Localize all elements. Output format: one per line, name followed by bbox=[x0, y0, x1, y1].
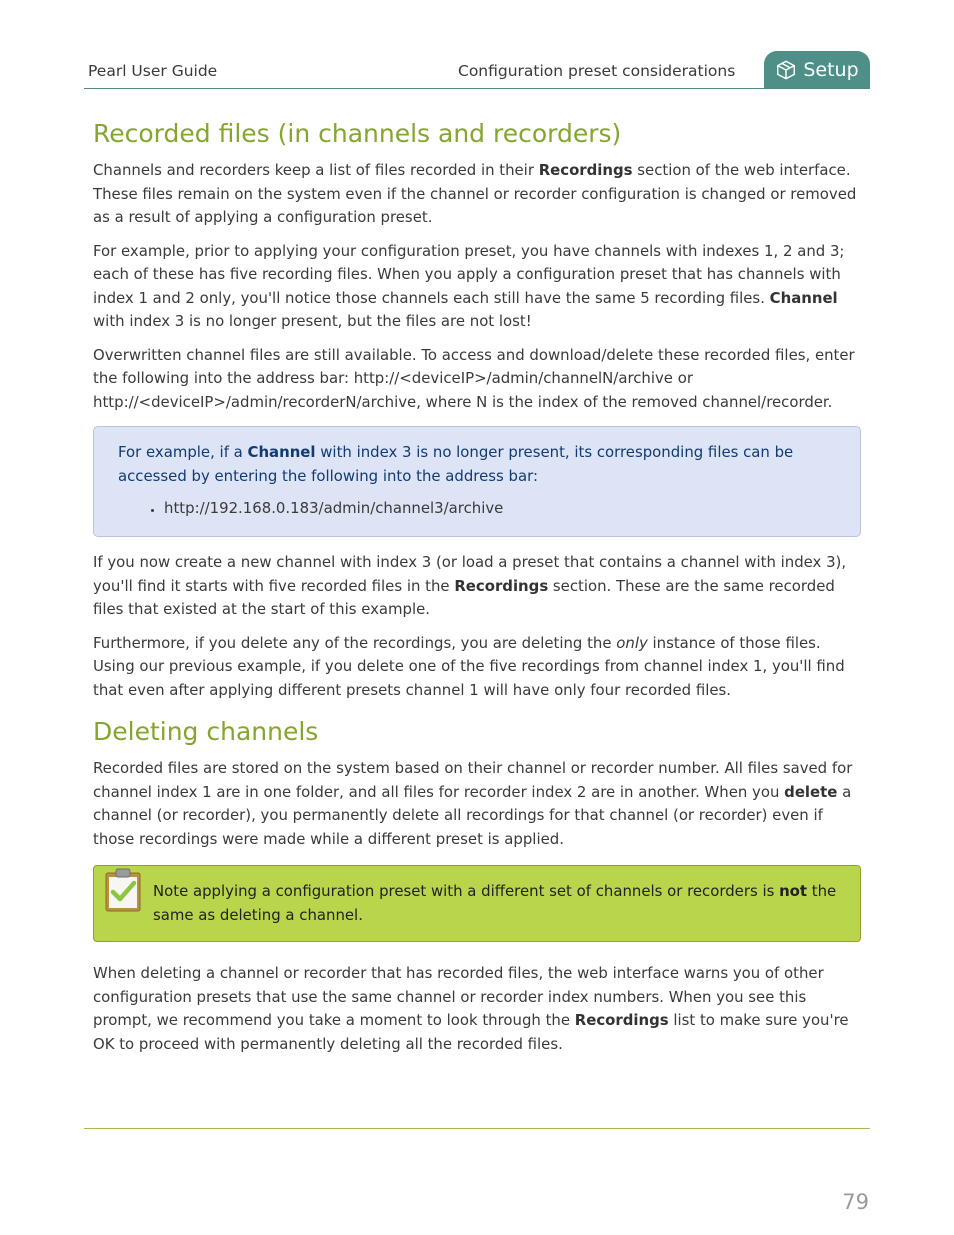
paragraph: If you now create a new channel with index 3 (or load a preset that contains a channel with index 3), you'll find it starts with five recorded files in the Recordings section. These are the same recorded files that existed at the start of this example. bbox=[93, 553, 847, 618]
page-content bbox=[93, 114, 861, 1066]
cube-icon bbox=[775, 59, 797, 81]
example-info-box bbox=[93, 426, 861, 537]
paragraph: Channels and recorders keep a list of files recorded in their Recordings section of the web interface. These files remain on the system even if the channel or recorder configuration is changed or removed as a result of applying a configuration preset. bbox=[93, 161, 857, 226]
paragraph: Furthermore, if you delete any of the recordings, you are deleting the only instance of those files. Using our previous example, if you delete one of the five recordings from channel index 1, you'll find that even after applying different presets channel 1 will have only four recorded files. bbox=[93, 633, 845, 699]
setup-tab[interactable] bbox=[764, 51, 870, 88]
deleting-channels-heading: Deleting channels bbox=[93, 717, 319, 746]
clipboard-check-icon bbox=[104, 867, 142, 913]
page-header bbox=[84, 50, 870, 89]
note-box bbox=[93, 865, 861, 942]
list-item: • http://192.168.0.183/admin/channel3/archive bbox=[164, 496, 836, 520]
section-title: Configuration preset considerations bbox=[458, 62, 736, 80]
paragraph: For example, prior to applying your configuration preset, you have channels with indexes 1, 2 and 3; each of these has five recording files. When you apply a configuration preset that has channels with index 1 and 2 only, you'll notice those channels each still have the same 5 recording files. Channel with index 3 is no longer present, but the files are not lost! bbox=[93, 241, 845, 330]
paragraph: Recorded files are stored on the system based on their channel or recorder number. All files saved for channel index 1 are in one folder, and all files for recorder index 2 are in another. When you delete a channel (or recorder), you permanently delete all recordings for that channel (or recorder) even if those recordings were made while a different preset is applied. bbox=[93, 759, 853, 848]
guide-title: Pearl User Guide bbox=[88, 62, 218, 80]
paragraph: Overwritten channel files are still available. To access and download/delete these recorded files, enter the following into the address bar: http://<deviceIP>/admin/channelN/archive or http://<deviceIP>/admin/recorderN/archive, where N is the index of the removed channel/recorder. bbox=[93, 345, 855, 411]
recorded-files-heading: Recorded files (in channels and recorders) bbox=[93, 119, 622, 148]
footer-divider bbox=[84, 1128, 870, 1129]
info-text: For example, if a Channel with index 3 is no longer present, its corresponding files can be accessed by entering the following into the address bar: bbox=[118, 443, 794, 485]
paragraph: When deleting a channel or recorder that has recorded files, the web interface warns you of other configuration presets that use the same channel or recorder index numbers. When you see this prompt, we recommend you take a moment to look through the Recordings list to make sure you're OK to proceed with permanently deleting all the recorded files. bbox=[93, 964, 849, 1053]
setup-label: Setup bbox=[803, 58, 859, 81]
url-list bbox=[118, 496, 836, 520]
note-text: Note applying a configuration preset with a different set of channels or recorders is not the same as deleting a channel. bbox=[153, 882, 837, 924]
page-number: 79 bbox=[842, 1190, 869, 1214]
